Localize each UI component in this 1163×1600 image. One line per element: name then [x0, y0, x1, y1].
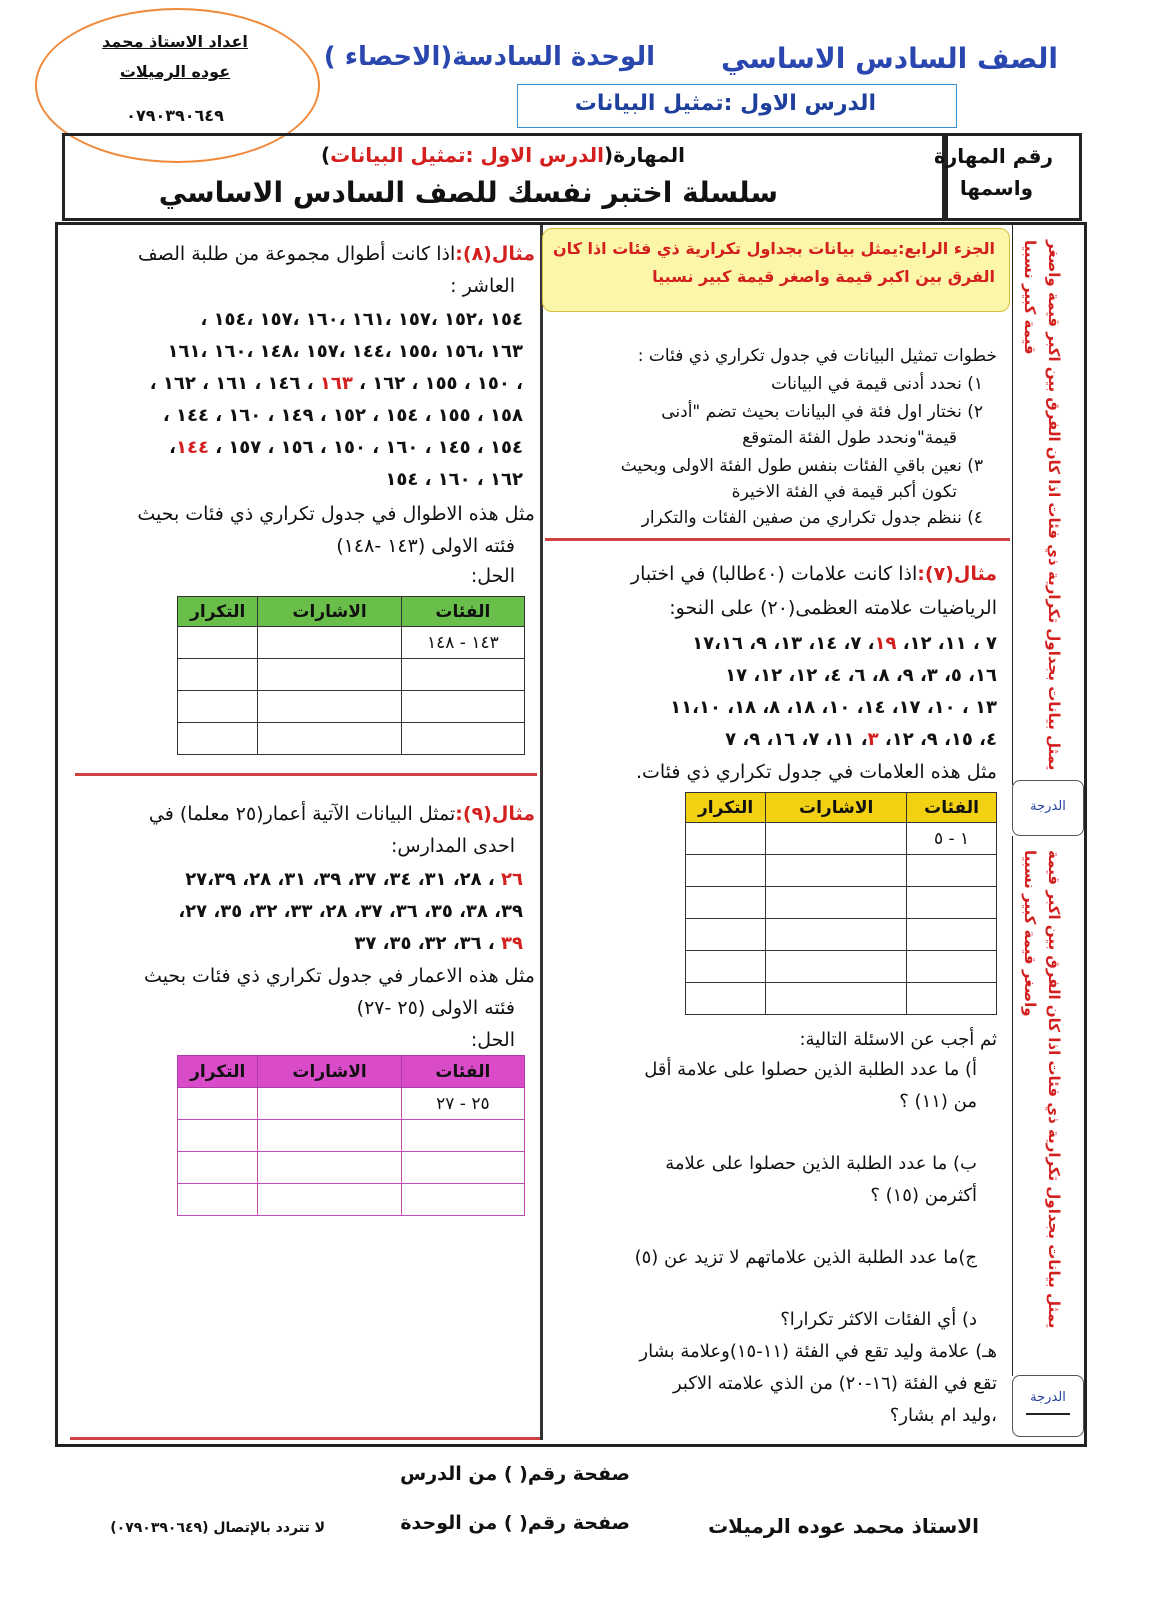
- ex7-text1: اذا كانت علامات (٤٠طالبا) في اختبار: [630, 563, 918, 585]
- ex9-r1: [185, 864, 523, 896]
- ex7-cell[interactable]: [686, 887, 766, 919]
- ex9-cell[interactable]: [178, 1184, 258, 1216]
- ex9-cell[interactable]: [258, 1184, 401, 1216]
- ex8-cell[interactable]: [258, 723, 401, 755]
- ex8-cell[interactable]: [401, 691, 524, 723]
- step-2b: قيمة"ونحدد طول الفئة المتوقع: [742, 428, 957, 448]
- step-3a: ٣) نعين باقي الفئات بنفس طول الفئة الاولى وبحيث: [620, 456, 983, 476]
- ex9-cell[interactable]: [178, 1152, 258, 1184]
- ex7-cell[interactable]: [686, 919, 766, 951]
- unit-heading: الوحدة السادسة(الاحصاء ): [323, 42, 655, 72]
- ex7-cell[interactable]: [686, 823, 766, 855]
- ex9-r1-red: ٢٦: [501, 869, 523, 890]
- grade-box-1: [1012, 780, 1084, 836]
- skill-name: الدرس الاول :تمثيل البيانات: [330, 143, 605, 167]
- ex9-r3: [354, 928, 523, 960]
- ex9-r3-red: ٣٩: [501, 933, 523, 954]
- ex9-r3-b: ، ٣٦، ٣٢، ٣٥، ٣٧: [354, 933, 502, 954]
- ex7-heading: [631, 560, 997, 588]
- ex7-th-classes: الفئات: [907, 793, 997, 823]
- ex7-cell[interactable]: [766, 951, 907, 983]
- ex7-first-class: ١ - ٥: [907, 823, 997, 855]
- ex8-inst2: فئته الاولى (١٤٣ -١٤٨): [336, 535, 515, 557]
- ex9-text2: احدى المدارس:: [391, 835, 515, 857]
- ex9-r1-b: ، ٢٨، ٣١، ٣٤، ٣٧، ٣٩، ٣١، ٢٨، ٢٧،٣٩: [185, 869, 502, 890]
- ex7-instruction: مثل هذه العلامات في جدول تكراري ذي فئات.: [635, 761, 997, 783]
- ex8-r1: ١٥٤ ،١٥٢ ،١٥٧ ،١٦١ ،١٦٠ ،١٥٧ ،١٥٤ ،: [200, 309, 523, 330]
- skill-number-label-1: رقم المهارة: [933, 144, 1053, 168]
- ex8-table: [177, 596, 525, 755]
- column-divider: [540, 225, 543, 1440]
- ex7-cell[interactable]: [766, 887, 907, 919]
- ex7-cell[interactable]: [766, 855, 907, 887]
- footer-contact: لا تتردد بالإتصال (٠٧٩٠٣٩٠٦٤٩): [110, 1520, 325, 1536]
- ex9-cell[interactable]: [401, 1152, 524, 1184]
- ex9-solution: الحل:: [470, 1029, 515, 1051]
- grade-underline-2: [1026, 1413, 1070, 1415]
- part-four-line1: الجزء الرابع:يمثل بيانات بجداول تكرارية ذي فئات اذا كان: [552, 239, 995, 258]
- ex7-label: مثال(٧):: [917, 563, 997, 585]
- ex7-qe3: ،وليد ام بشار؟: [889, 1405, 997, 1426]
- ex7-qb1: ب) ما عدد الطلبة الذين حصلوا على علامة: [665, 1153, 977, 1174]
- ex8-label: مثال(٨):: [455, 243, 535, 265]
- ex9-inst1: مثل هذه الاعمار في جدول تكراري ذي فئات بحيث: [144, 965, 535, 987]
- grade-heading: الصف السادس الاساسي: [720, 42, 1058, 75]
- ex7-row1: [692, 628, 997, 660]
- ex7-cell[interactable]: [766, 823, 907, 855]
- grade-label-1: الدرجة: [1030, 799, 1066, 814]
- ex8-solution: الحل:: [470, 565, 515, 587]
- ex8-cell[interactable]: [258, 627, 401, 659]
- ex9-first-class: ٢٥ - ٢٧: [401, 1088, 524, 1120]
- skill-number-label-2: واسمها: [959, 176, 1033, 200]
- author-name: عوده الرميلات: [119, 62, 231, 81]
- ex8-r3: [150, 368, 523, 400]
- ex9-cell[interactable]: [178, 1088, 258, 1120]
- ex8-cell[interactable]: [401, 723, 524, 755]
- divider-bottom: [70, 1437, 540, 1440]
- ex7-cell[interactable]: [686, 983, 766, 1015]
- ex7-row4-red: ٣: [867, 729, 879, 750]
- grade-label-2: الدرجة: [1030, 1390, 1066, 1405]
- ex7-row1-red: ١٩: [874, 633, 897, 654]
- ex7-qe2: تقع في الفئة (١٦-٢٠) من الذي علامته الاكبر: [672, 1373, 997, 1394]
- lesson-box-text: الدرس الاول :تمثيل البيانات: [574, 91, 876, 116]
- ex7-qb2: أكثرمن (١٥) ؟: [870, 1185, 977, 1206]
- ex7-cell[interactable]: [907, 983, 997, 1015]
- step-1: ١) نحدد أدنى قيمة في البيانات: [771, 374, 983, 394]
- ex7-row4: [725, 724, 997, 756]
- side-label-top: يمثل بيانات بجداول تكرارية ذي فئات اذا كان الفرق بين اكبر قيمة واصغر قيمة كبير نسبيا: [1021, 240, 1063, 771]
- ex8-cell[interactable]: [178, 627, 258, 659]
- ex8-r6: ١٦٢ ، ١٦٠ ، ١٥٤: [385, 469, 523, 490]
- ex7-then: ثم أجب عن الاسئلة التالية:: [799, 1029, 997, 1050]
- skill-label: المهارة(: [604, 143, 685, 167]
- ex7-cell[interactable]: [907, 919, 997, 951]
- ex9-th-freq: التكرار: [178, 1056, 258, 1088]
- ex9-label: مثال(٩):: [455, 803, 535, 825]
- ex8-r5: [169, 432, 523, 464]
- ex8-cell[interactable]: [401, 659, 524, 691]
- ex7-row2: ١٦، ٥، ٣، ٩، ٨، ٦، ٤، ١٢، ١٢، ١٧: [725, 665, 997, 686]
- ex9-cell[interactable]: [401, 1184, 524, 1216]
- grade-box-2: [1012, 1375, 1084, 1437]
- divider-left-1: [75, 773, 537, 776]
- author-phone: ٠٧٩٠٣٩٠٦٤٩: [126, 106, 224, 125]
- ex8-cell[interactable]: [258, 659, 401, 691]
- ex7-qc: ج)ما عدد الطلبة الذين علاماتهم لا تزيد عن (٥): [634, 1247, 977, 1268]
- ex7-row4-b: ، ١١، ٧، ١٦، ٩، ٧: [725, 729, 868, 750]
- ex8-inst1: مثل هذه الاطوال في جدول تكراري ذي فئات بحيث: [137, 503, 535, 525]
- ex8-r5-a: ١٥٤ ، ١٤٥ ، ١٦٠ ، ١٥٠ ، ١٥٦ ، ١٥٧ ،: [208, 437, 523, 458]
- ex7-cell[interactable]: [766, 983, 907, 1015]
- ex9-text1: تمثل البيانات الآتية أعمار(٢٥ معلما) في: [148, 803, 456, 825]
- author-prep: اعداد الاستاذ محمد: [102, 32, 248, 51]
- ex7-row4-a: ٤، ١٥، ٩، ١٢،: [878, 729, 997, 750]
- ex9-cell[interactable]: [178, 1120, 258, 1152]
- ex7-cell[interactable]: [686, 951, 766, 983]
- ex8-r5-b: ،: [169, 437, 176, 458]
- ex9-r2: ٣٩، ٣٨، ٣٥، ٣٦، ٣٧، ٢٨، ٣٣، ٣٢، ٣٥، ٢٧،: [178, 901, 523, 922]
- steps-intro: خطوات تمثيل البيانات في جدول تكراري ذي فئات :: [637, 346, 997, 366]
- ex8-r5-red: ١٤٤: [175, 437, 209, 458]
- ex8-cell[interactable]: [178, 659, 258, 691]
- ex7-table: [685, 792, 997, 1015]
- ex8-r2: ١٦٣ ،١٥٦ ،١٥٥ ،١٤٤ ،١٥٧ ،١٤٨ ،١٦٠ ،١٦١: [167, 341, 523, 362]
- footer-page-unit: صفحة رقم( ) من الوحدة: [400, 1512, 630, 1534]
- ex7-cell[interactable]: [907, 855, 997, 887]
- ex8-th-tally: الاشارات: [258, 597, 401, 627]
- series-title: سلسلة اختبر نفسك للصف السادس الاساسي: [158, 176, 778, 209]
- step-3b: تكون أكبر قيمة في الفئة الاخيرة: [731, 482, 957, 502]
- ex9-heading: [149, 800, 535, 828]
- skill-line: [321, 143, 685, 167]
- lesson-box: [517, 84, 957, 128]
- ex8-text1: اذا كانت أطوال مجموعة من طلبة الصف: [137, 243, 456, 265]
- ex7-th-tally: الاشارات: [766, 793, 907, 823]
- ex7-cell[interactable]: [907, 951, 997, 983]
- ex7-cell[interactable]: [686, 855, 766, 887]
- ex8-th-classes: الفئات: [401, 597, 524, 627]
- footer-page-lesson: صفحة رقم( ) من الدرس: [400, 1463, 630, 1485]
- ex8-cell[interactable]: [258, 691, 401, 723]
- step-4: ٤) ننظم جدول تكراري من صفين الفئات والتكرار: [641, 508, 983, 528]
- ex9-table: [177, 1055, 525, 1216]
- skill-close: ): [321, 143, 331, 167]
- ex8-r3-red: ١٦٣: [319, 373, 353, 394]
- side-label-bottom: يمثل بيانات بجداول تكرارية ذي فئات اذا كان الفرق بين اكبر قيمة واصغر قيمة كبير نسبيا: [1021, 850, 1063, 1329]
- ex8-text2: العاشر :: [450, 275, 515, 297]
- ex8-cell[interactable]: [178, 723, 258, 755]
- ex8-heading: [138, 240, 535, 268]
- footer-teacher: الاستاذ محمد عوده الرميلات: [708, 1514, 979, 1538]
- ex9-inst2: فئته الاولى (٢٥ -٢٧): [356, 997, 515, 1019]
- ex7-th-freq: التكرار: [686, 793, 766, 823]
- part-four-box: [542, 228, 1010, 312]
- ex8-th-freq: التكرار: [178, 597, 258, 627]
- part-four-line2: الفرق بين اكبر قيمة واصغر قيمة كبير نسبيا: [652, 267, 995, 286]
- ex8-cell[interactable]: [178, 691, 258, 723]
- ex8-r4: ١٥٨ ، ١٥٥ ، ١٥٤ ، ١٥٢ ، ١٤٩ ، ١٦٠ ، ١٤٤ ،: [162, 405, 523, 426]
- ex8-r3-a: ، ١٥٠ ، ١٥٥ ، ١٦٢ ،: [352, 373, 523, 394]
- ex7-row1-a: ٧ ، ١١، ١٢،: [896, 633, 997, 654]
- ex7-row3: ١٣ ، ١٠، ١٧، ١٤، ١٠، ١٨، ٨، ١٨، ١١،١٠: [670, 697, 997, 718]
- step-2a: ٢) نختار اول فئة في البيانات بحيث تضم "أدنى: [661, 402, 983, 422]
- ex9-cell[interactable]: [258, 1088, 401, 1120]
- ex7-cell[interactable]: [766, 919, 907, 951]
- ex7-qd: د) أي الفئات الاكثر تكرارا؟: [780, 1309, 977, 1330]
- ex7-row1-b: ، ٧، ١٤، ١٣، ٩، ١٧،١٦: [692, 633, 875, 654]
- ex7-text2: الرياضيات علامته العظمى(٢٠) على النحو:: [669, 597, 997, 619]
- ex8-r3-b: ، ١٤٦ ، ١٦١ ، ١٦٢ ،: [149, 373, 320, 394]
- ex9-th-classes: الفئات: [401, 1056, 524, 1088]
- ex8-first-class: ١٤٣ - ١٤٨: [401, 627, 524, 659]
- ex7-qa2: من (١١) ؟: [899, 1091, 977, 1112]
- divider-right-1: [545, 538, 1010, 541]
- ex7-qa1: أ) ما عدد الطلبة الذين حصلوا على علامة أقل: [644, 1059, 977, 1080]
- ex9-cell[interactable]: [401, 1120, 524, 1152]
- ex9-cell[interactable]: [258, 1152, 401, 1184]
- ex9-cell[interactable]: [258, 1120, 401, 1152]
- ex7-cell[interactable]: [907, 887, 997, 919]
- ex7-qe1: هـ) علامة وليد تقع في الفئة (١١-١٥)وعلامة بشار: [639, 1341, 997, 1362]
- ex9-th-tally: الاشارات: [258, 1056, 401, 1088]
